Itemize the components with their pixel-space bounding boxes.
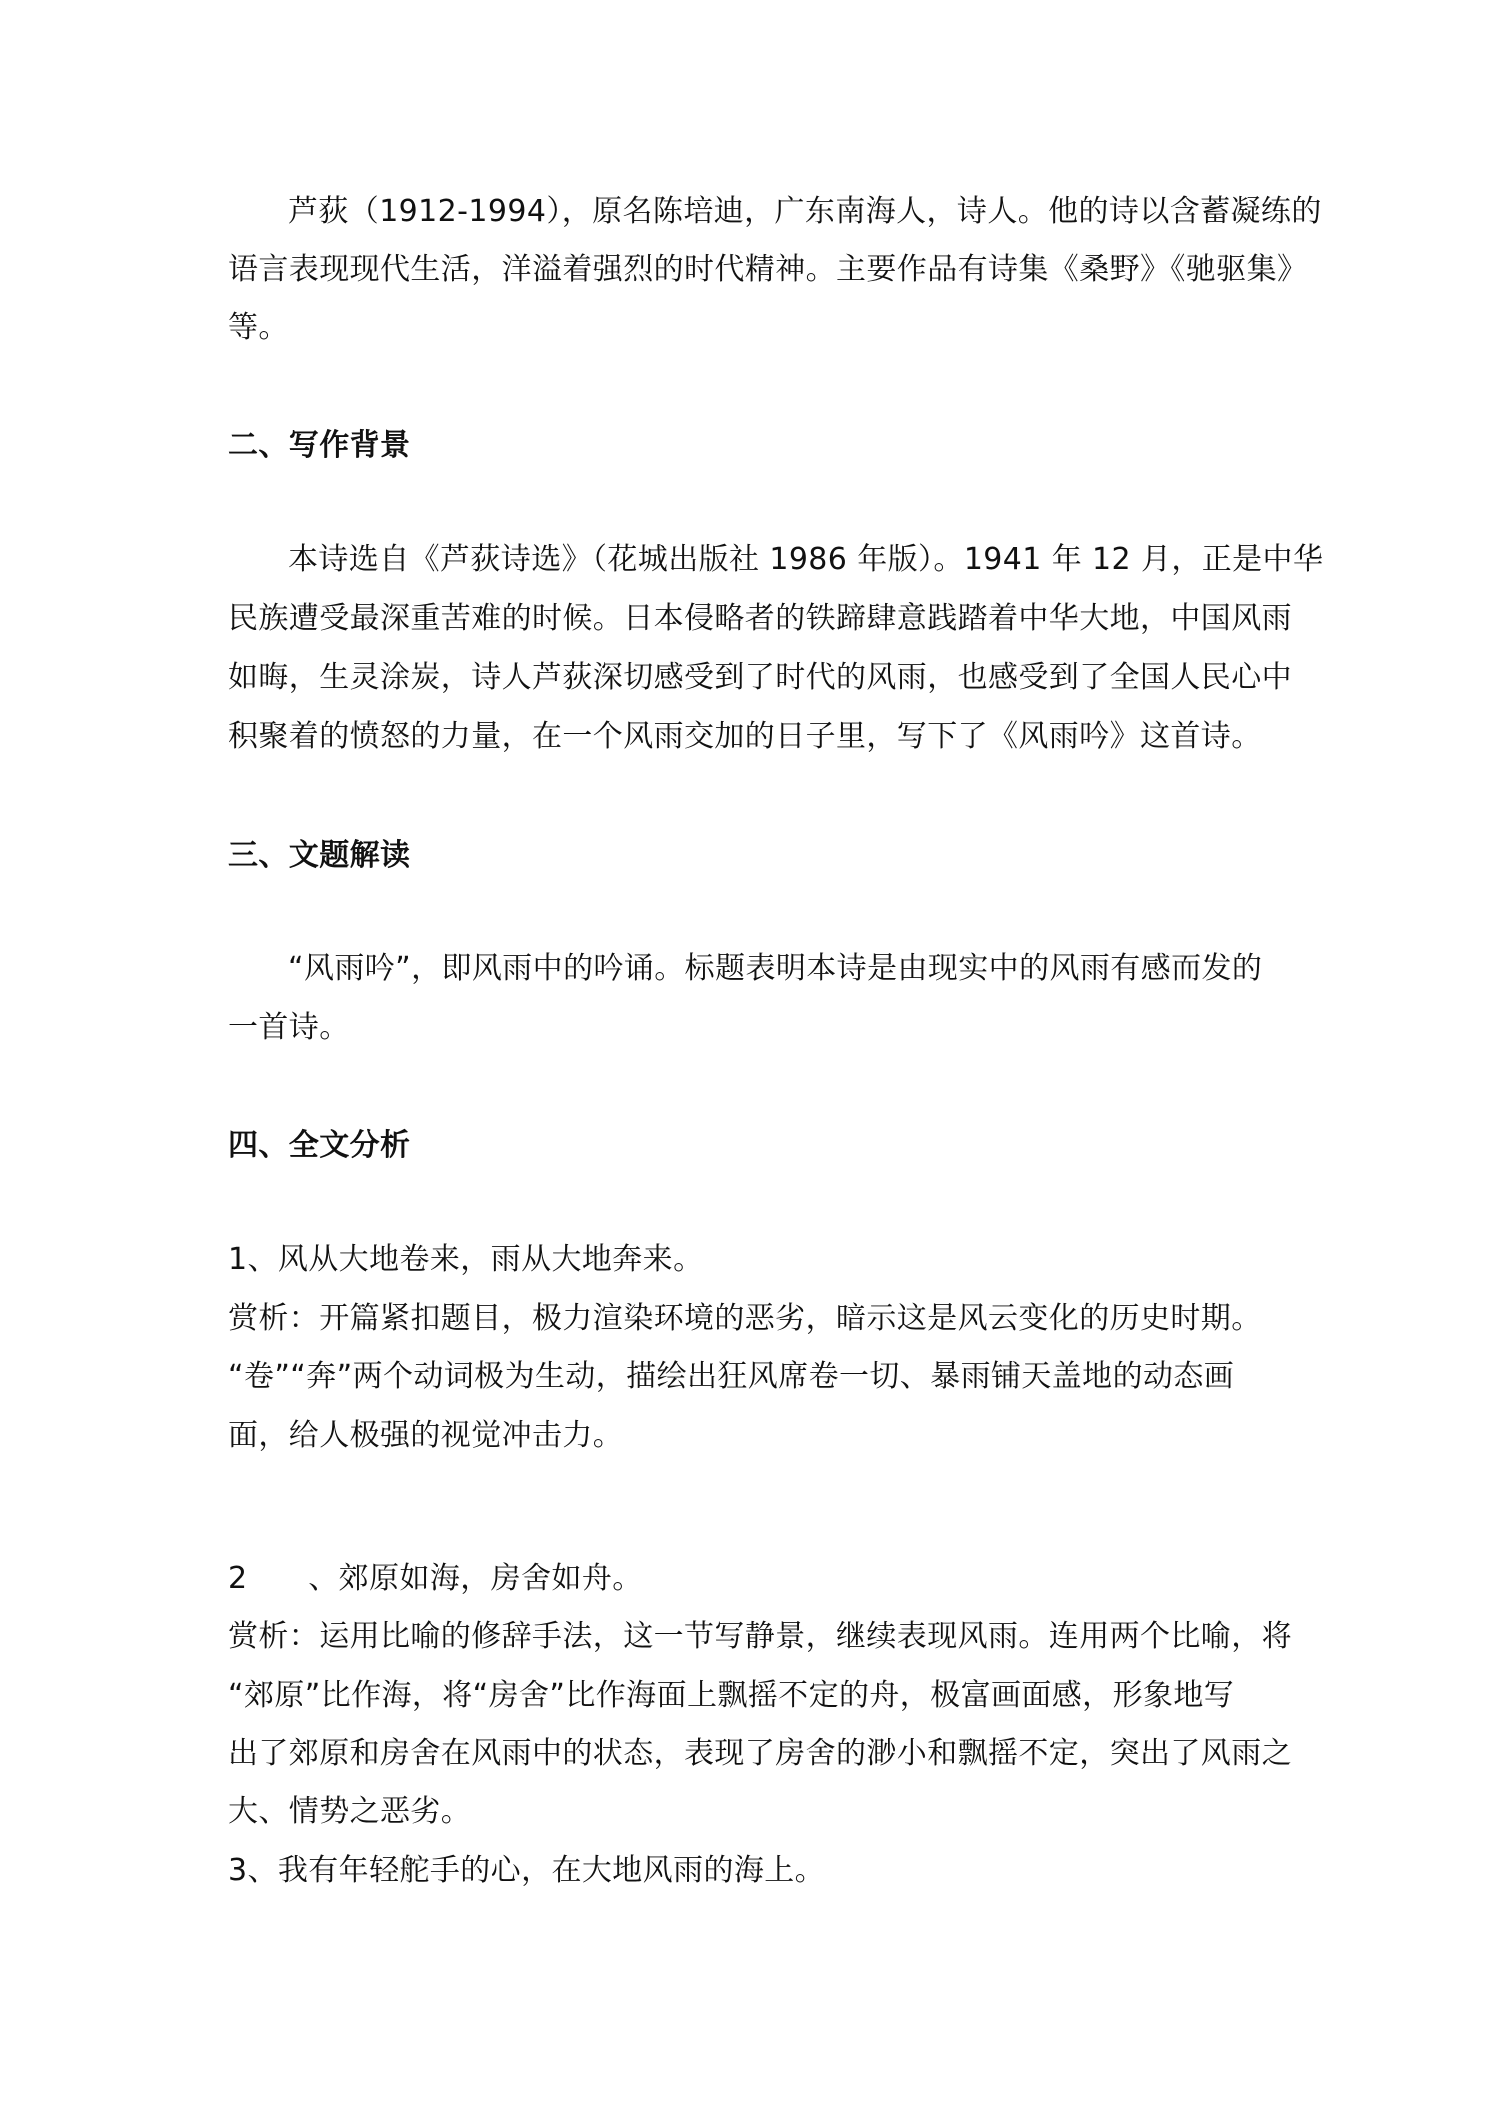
- background-line-2: 民族遭受最深重苦难的时候。日本侵略者的铁蹄肆意践踏着中华大地，中国风雨: [228, 601, 1292, 636]
- title-reading-line-2: 一首诗。: [228, 1010, 350, 1045]
- analysis-item-3-title: 3、我有年轻舵手的心，在大地风雨的海上。: [228, 1853, 826, 1888]
- analysis-item-1-title: 1、风从大地卷来，雨从大地奔来。: [228, 1242, 704, 1277]
- background-line-3: 如晦，生灵涂炭，诗人芦荻深切感受到了时代的风雨，也感受到了全国人民心中: [228, 660, 1292, 695]
- background-line-1: 本诗选自《芦荻诗选》（花城出版社 1986 年版）。1941 年 12 月，正是中华: [288, 542, 1324, 577]
- section-heading-background: 二、写作背景: [228, 428, 411, 463]
- analysis-item-2-line-4: 大、情势之恶劣。: [228, 1794, 472, 1829]
- analysis-item-2-line-2: “郊原”比作海，将“房舍”比作海面上飘摇不定的舟，极富画面感，形象地写: [228, 1678, 1235, 1713]
- background-line-4: 积聚着的愤怒的力量，在一个风雨交加的日子里，写下了《风雨吟》这首诗。: [228, 719, 1262, 754]
- analysis-item-2-line-3: 出了郊原和房舍在风雨中的状态，表现了房舍的渺小和飘摇不定，突出了风雨之: [228, 1736, 1292, 1771]
- title-reading-line-1: “风雨吟”，即风雨中的吟诵。标题表明本诗是由现实中的风雨有感而发的: [288, 951, 1263, 986]
- analysis-item-1-line-1: 赏析：开篇紧扣题目，极力渲染环境的恶劣，暗示这是风云变化的历史时期。: [228, 1301, 1262, 1336]
- section-heading-title-reading: 三、文题解读: [228, 838, 411, 873]
- intro-line-1: 芦荻（1912-1994），原名陈培迪，广东南海人，诗人。他的诗以含蓄凝练的: [288, 194, 1322, 229]
- section-heading-analysis: 四、全文分析: [228, 1128, 411, 1163]
- intro-line-2: 语言表现现代生活，洋溢着强烈的时代精神。主要作品有诗集《桑野》《驰驱集》: [228, 252, 1308, 287]
- analysis-item-1-line-2: “卷”“奔”两个动词极为生动，描绘出狂风席卷一切、暴雨铺天盖地的动态画: [228, 1359, 1235, 1394]
- analysis-item-2-title: 2 、郊原如海，房舍如舟。: [228, 1561, 643, 1596]
- analysis-item-2-line-1: 赏析：运用比喻的修辞手法，这一节写静景，继续表现风雨。连用两个比喻，将: [228, 1619, 1292, 1654]
- intro-line-3: 等。: [228, 310, 289, 345]
- analysis-item-1-line-3: 面，给人极强的视觉冲击力。: [228, 1418, 624, 1453]
